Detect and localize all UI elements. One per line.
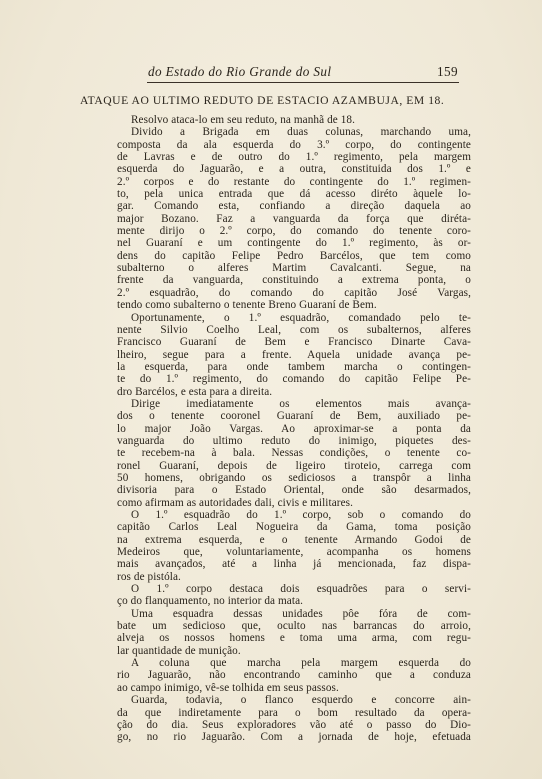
text-line: to, pela unica entrada que dá acesso diréto àquele lo- <box>117 188 471 201</box>
text-line: Dirige imediatamente os elementos mais avança- <box>131 397 471 410</box>
text-line: Guarda, todavia, o flanco esquerdo e concorre ain- <box>131 694 471 707</box>
text-line: na extrema esquerda, e o tenente Armando Godoi de <box>117 533 471 546</box>
text-line: esquerda do Jaguarão, e a outra, constituida dos 1.º e <box>117 163 471 176</box>
running-header-title: do Estado do Rio Grande do Sul <box>148 64 332 79</box>
text-line: O 1.º esquadrão do 1.º corpo, sob o comando do <box>131 509 471 521</box>
text-line: gar. Comando esta, confiando a direção daquela ao <box>117 200 471 213</box>
text-line: lo major João Vargas. Ao aproximar-se a ponta da <box>117 422 471 435</box>
running-header <box>148 64 458 80</box>
text-line: da que indiretamente para o bom resultado da opera- <box>117 706 471 719</box>
text-line: de Lavras e de outro do 1.º regimento, pela margem <box>117 151 471 164</box>
text-line: alveja os nossos homens e toma uma arma, com regu- <box>117 632 471 645</box>
text-line: ção do dia. Seus exploradores vão até o passo do Dio- <box>117 718 471 731</box>
text-line: Medeiros que, voluntariamente, acompanha os homens <box>117 546 471 559</box>
text-line: 2.º esquadrão, do comando do capitão José Vargas, <box>117 286 471 299</box>
text-line: frente da vanguarda, constituindo a extrema ponta, o <box>117 274 471 287</box>
text-line: Uma esquadra dessas unidades pôe fóra de com- <box>131 607 471 620</box>
text-line: rio Jaguarão, não encontrando caminho que a conduza <box>117 669 471 682</box>
body-text <box>117 114 471 744</box>
text-line: 50 homens, obrigando os sediciosos a transpôr a linha <box>117 471 471 484</box>
text-line: Divido a Brigada em duas colunas, marchando uma, <box>131 126 471 139</box>
text-line: dens do capitão Felipe Pedro Barcélos, que tem como <box>117 249 471 262</box>
text-line: ronel Guaraní, depois de ligeiro tiroteio, carrega com <box>117 459 471 472</box>
text-line: la esquerda, para onde tambem marcha o contingen- <box>117 360 471 373</box>
text-line: composta da ala esquerda do 3.º corpo, do contingente <box>117 138 471 151</box>
text-line: mente dirijo o 2.º corpo, do comando do tenente coro- <box>117 225 471 238</box>
text-line: te do 1.º regimento, do comando do capitão Felipe Pe- <box>117 373 471 386</box>
text-line: vanguarda do ultimo reduto do inimigo, piquetes des- <box>117 434 471 447</box>
text-line: dos o tenente cooronel Guaraní de Bem, auxiliado pe- <box>117 410 471 423</box>
text-line: A coluna que marcha pela margem esquerda do <box>131 657 471 670</box>
text-line: go, no rio Jaguarão. Com a jornada de hoje, efetuada <box>117 731 471 744</box>
page-number: 159 <box>437 64 458 79</box>
text-line: subalterno o alferes Martim Cavalcanti. Segue, na <box>117 262 471 275</box>
text-line: bate um sedicioso que, oculto nas barrancas do arroio, <box>117 620 471 633</box>
text-line: O 1.º corpo destaca dois esquadrões para o servi- <box>131 583 471 596</box>
text-line: mais avançados, até a linha já mencionada, faz dispa- <box>117 558 471 571</box>
text-line: 2.º corpos e do restante do contingente do 1.º regimen- <box>117 175 471 188</box>
text-line: ço do flanquamento, no interior da mata. <box>117 595 304 608</box>
text-line: Oportunamente, o 1.º esquadrão, comandado pelo te- <box>131 311 471 324</box>
text-line: nente Silvio Coelho Leal, com os subalternos, alferes <box>117 323 471 336</box>
text-line: te recebem-na à bala. Nessas condições, o tenente co- <box>117 447 471 460</box>
header-rule <box>147 82 459 83</box>
text-line: ros de pistóla. <box>117 570 181 583</box>
text-line: como afirmam as autoridades dali, civis e militares. <box>117 496 354 509</box>
text-line: capitão Carlos Leal Nogueira da Gama, toma posição <box>117 521 471 534</box>
text-line: lar quantidade de munição. <box>117 644 241 657</box>
text-line: Resolvo ataca-lo em seu reduto, na manhã de 18. <box>131 114 356 126</box>
text-line: dro Barcélos, e esta para a direita. <box>117 385 273 398</box>
text-line: lheiro, segue para a frente. Aquela unidade avança pe- <box>117 348 471 361</box>
text-line: major Bozano. Faz a vanguarda da força que diréta- <box>117 212 471 225</box>
text-line: nel Guaraní e um contingente do 1.º regimento, às or- <box>117 237 471 250</box>
text-line: Francisco Guaraní de Bem e Francisco Dinarte Cava- <box>117 336 471 349</box>
text-line: divisoria para o Estado Oriental, onde são desarmados, <box>117 484 471 497</box>
text-line: ao campo inimigo, vê-se tolhida em seus passos. <box>117 681 339 694</box>
text-line: tendo como subalterno o tenente Breno Guaraní de Bem. <box>117 299 377 312</box>
section-title: ATAQUE AO ULTIMO REDUTO DE ESTACIO AZAMBUJA, EM 18. <box>80 94 445 107</box>
